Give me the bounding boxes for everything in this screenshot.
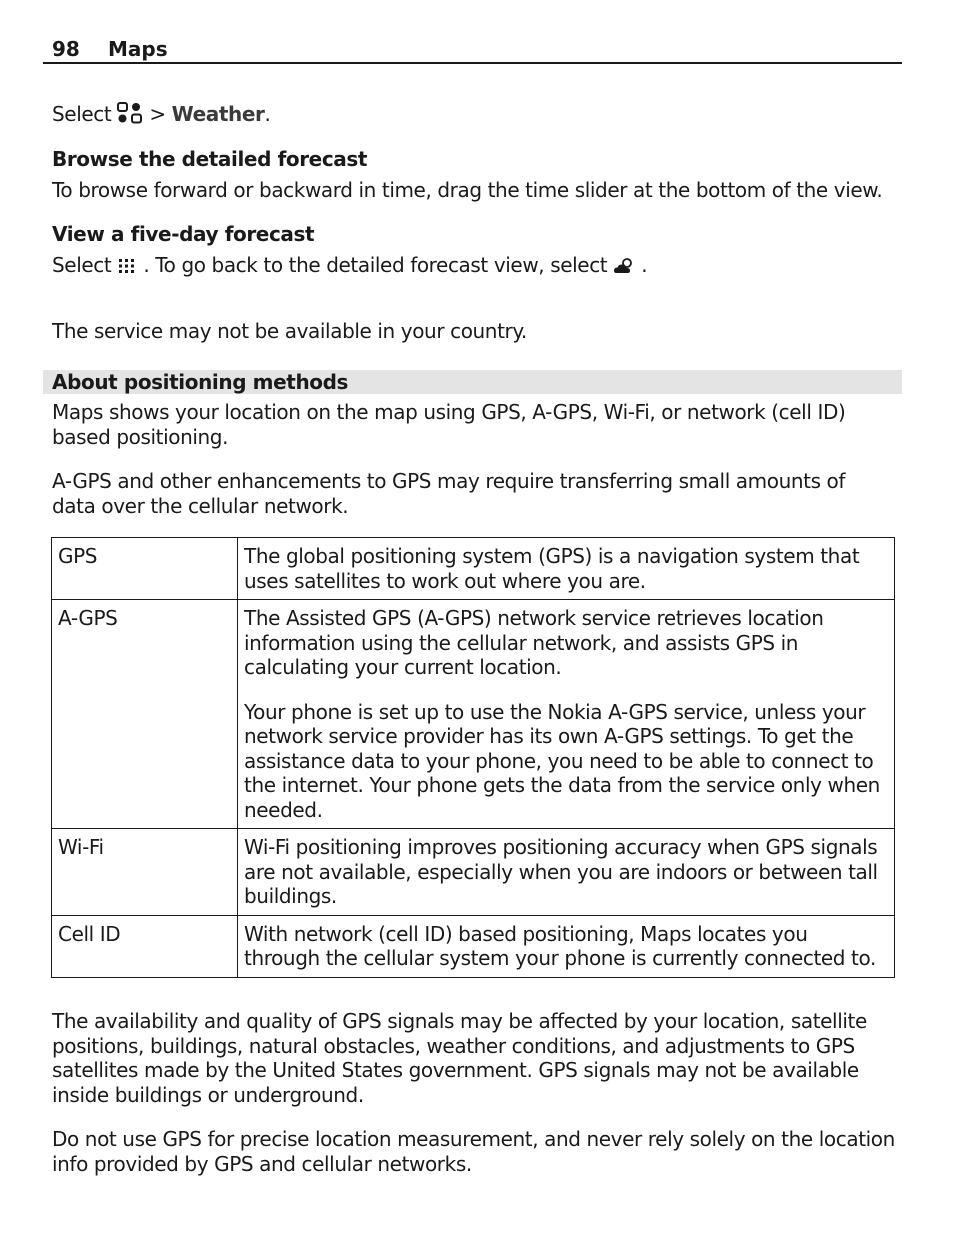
- intro-period: .: [264, 102, 271, 126]
- service-note: The service may not be available in your country.: [52, 319, 527, 343]
- dots-grid-icon: [117, 256, 137, 281]
- desc-text: With network (cell ID) based positioning, Maps locates you through the cellular system your phone is currently connected to.: [244, 921, 876, 970]
- five-day-heading: View a five-day forecast: [52, 222, 315, 246]
- positioning-heading: About positioning methods: [52, 370, 349, 394]
- positioning-para-3: The availability and quality of GPS signals may be affected by your location, satellite positions, buildings, natural obstacles, weather conditions, and adjustments to GPS satellites made by the United States government. GPS signals may not be available inside buildings or underground.: [52, 1009, 867, 1107]
- five-day-end: .: [641, 253, 648, 277]
- term-cell: GPS: [52, 538, 238, 600]
- five-day-line: [52, 253, 647, 281]
- browse-heading: Browse the detailed forecast: [52, 147, 368, 171]
- term-cell: Wi-Fi: [52, 829, 238, 916]
- positioning-methods-table: [51, 537, 895, 978]
- desc-cell: [238, 915, 895, 977]
- weather-label: Weather: [171, 102, 265, 126]
- desc-cell: [238, 600, 895, 829]
- page-header: [43, 36, 902, 64]
- desc-text: The global positioning system (GPS) is a navigation system that uses satellites to work out where you are.: [244, 544, 860, 593]
- table-row: [52, 600, 895, 829]
- select-word: Select: [52, 102, 112, 126]
- desc-text: Your phone is set up to use the Nokia A-GPS service, unless your network service provider has its own A-GPS settings. To get the assistance data to your phone, you need to be able to connect to the internet. Your phone gets the data from the service only when needed.: [244, 699, 880, 822]
- browse-text: To browse forward or backward in time, drag the time slider at the bottom of the view.: [52, 178, 883, 202]
- positioning-para-4: Do not use GPS for precise location measurement, and never rely solely on the location info provided by GPS and cellular networks.: [52, 1127, 895, 1176]
- apps-grid-icon: [117, 102, 143, 130]
- term-cell: Cell ID: [52, 915, 238, 977]
- desc-text: Wi-Fi positioning improves positioning accuracy when GPS signals are not available, especially when you are indoors or between tall buildings.: [244, 835, 878, 908]
- five-day-middle: . To go back to the detailed forecast view, select: [143, 253, 608, 277]
- section-heading-bar: [43, 370, 902, 394]
- page-number: 98: [52, 37, 80, 61]
- section-title: Maps: [108, 37, 168, 61]
- positioning-para-2: A-GPS and other enhancements to GPS may require transferring small amounts of data over the cellular network.: [52, 469, 846, 518]
- table-row: [52, 829, 895, 916]
- select-word-2: Select: [52, 253, 112, 277]
- table-row: [52, 538, 895, 600]
- select-weather-line: [52, 102, 270, 130]
- desc-cell: [238, 538, 895, 600]
- arrow-sign: >: [149, 102, 166, 126]
- weather-cloud-icon: [613, 256, 635, 281]
- desc-text: The Assisted GPS (A-GPS) network service retrieves location information using the cellular network, and assists GPS in calculating your current location.: [244, 606, 824, 679]
- positioning-para-1: Maps shows your location on the map using GPS, A-GPS, Wi-Fi, or network (cell ID) based positioning.: [52, 400, 846, 449]
- table-row: [52, 915, 895, 977]
- term-cell: A-GPS: [52, 600, 238, 829]
- desc-cell: [238, 829, 895, 916]
